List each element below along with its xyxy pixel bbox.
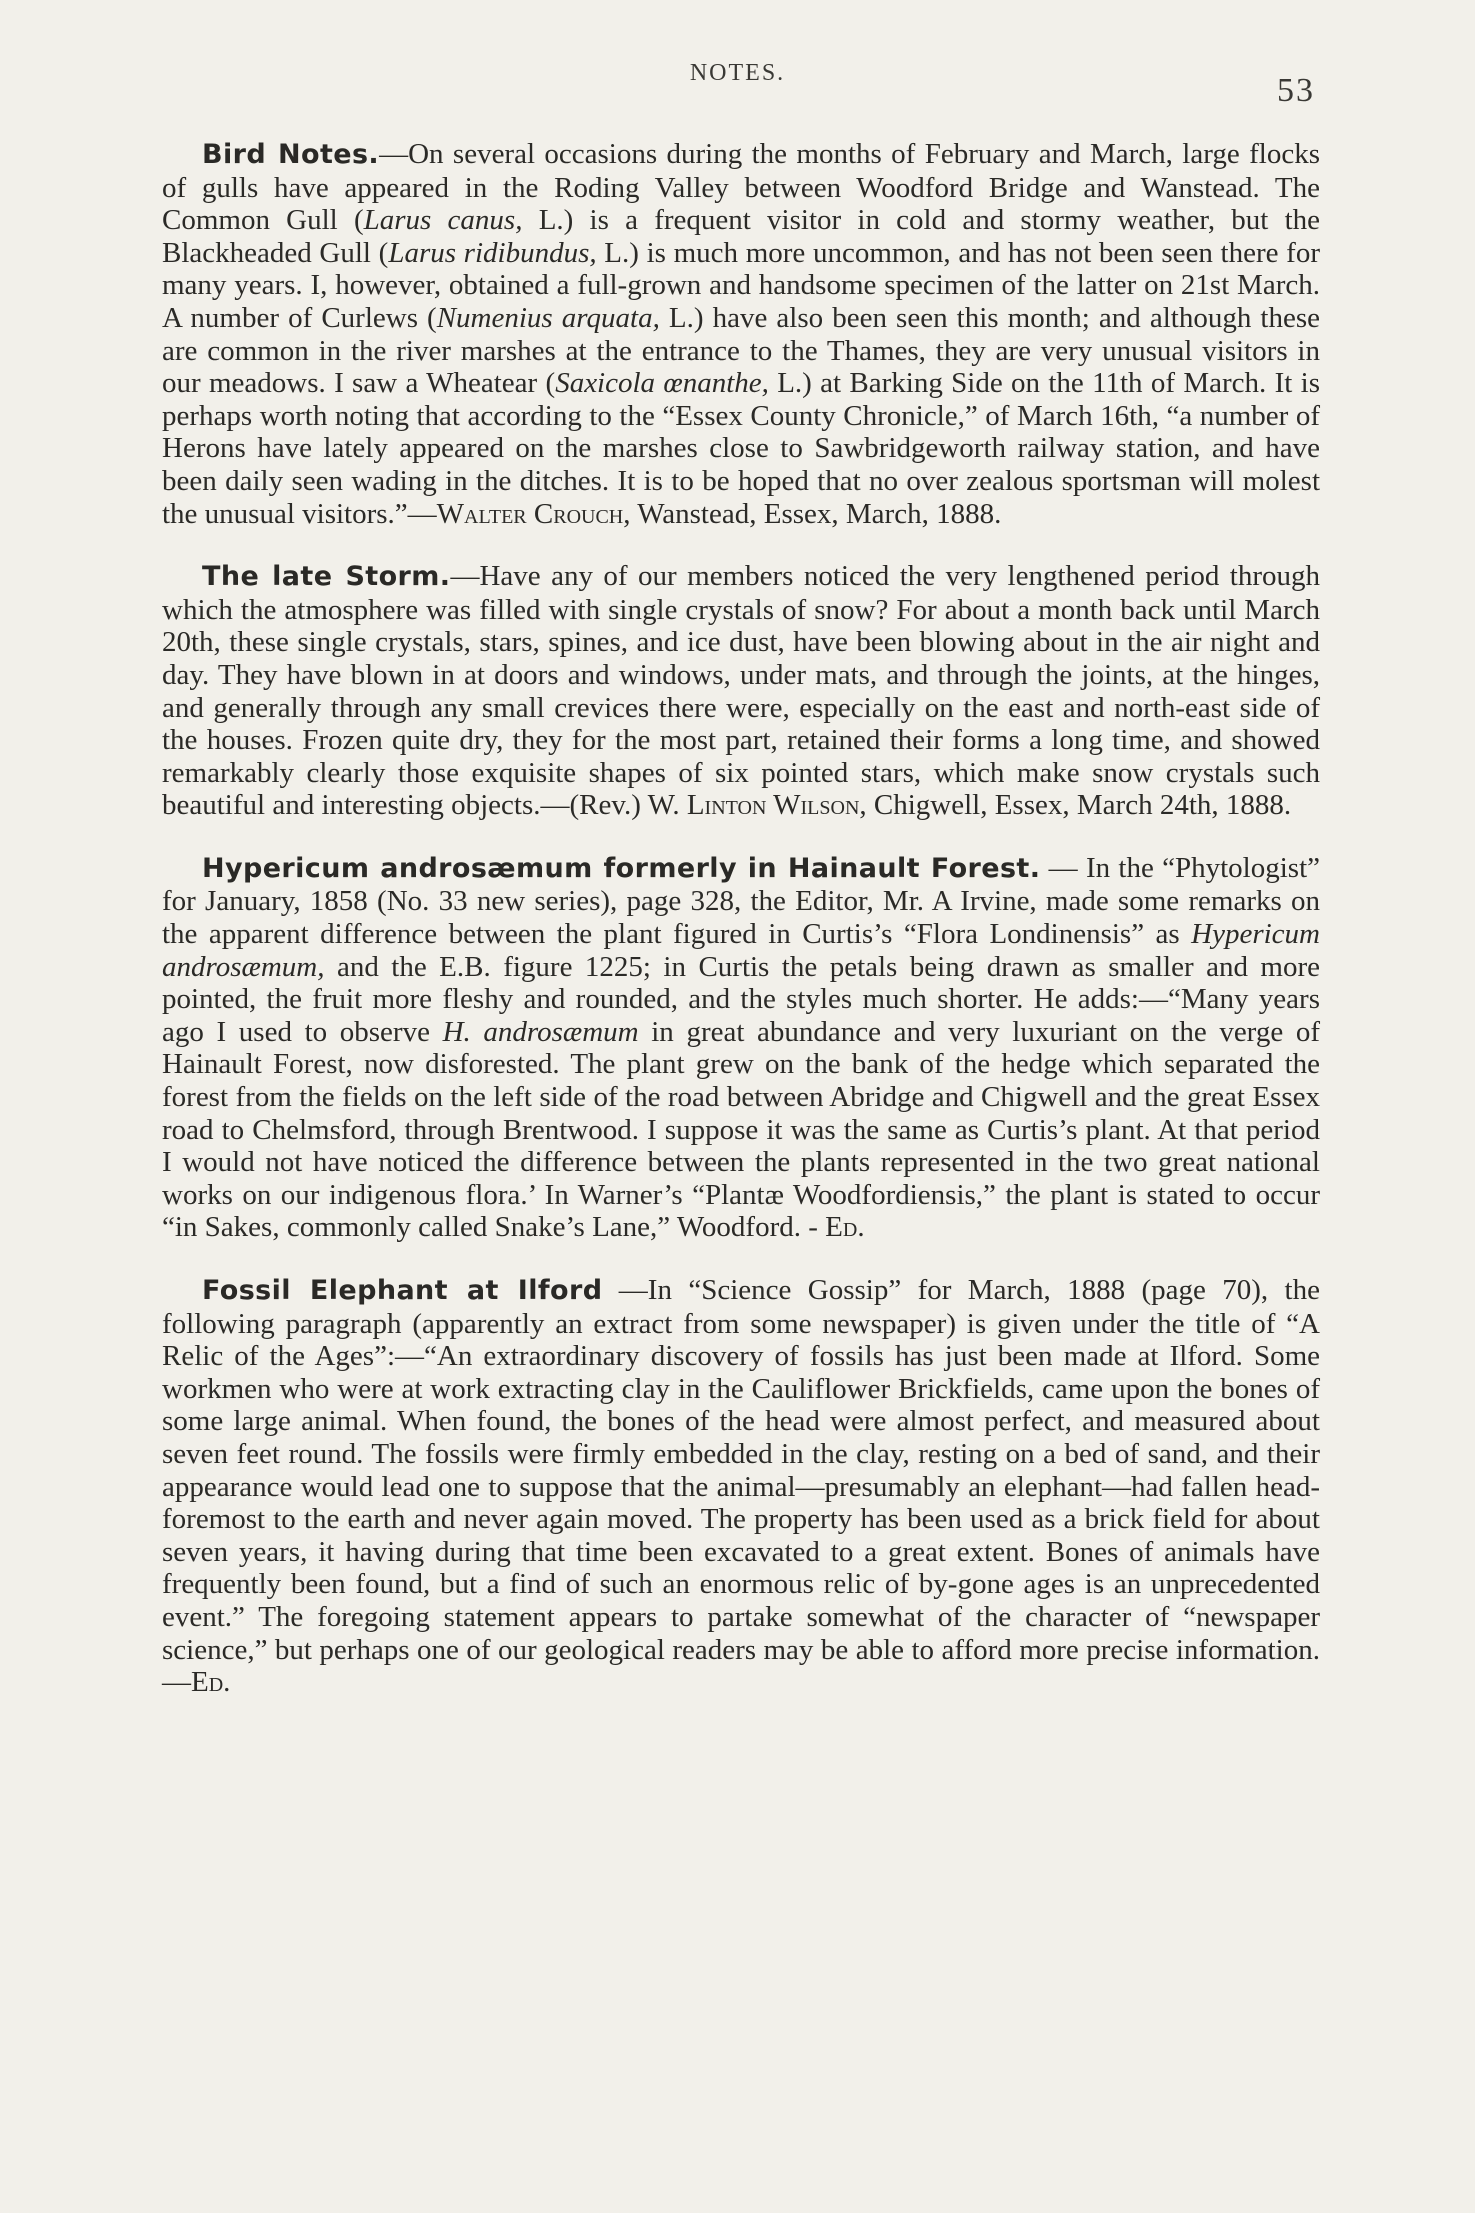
species-name: Larus ridibundus, <box>388 236 597 269</box>
note-title: Fossil Elephant at Ilford <box>202 1275 603 1306</box>
species-name: Saxicola œnanthe, <box>555 367 769 400</box>
body-text <box>162 138 1320 1729</box>
note-text: in great abundance and very luxuriant on the verge of Hainault Forest, now disforested. The plant grew on the bank of the hedge which separated the forest from the fields on the left side of the road between Abridge and Chigwell and the great Essex road to Chelmsford, through Brentwood. I suppose it was the same as Curtis’s plant. At that period I would not have noticed the difference between the plants represented in the two great national works on our indigenous flora.’ In Warner’s “Plantæ Woodfordiensis,” the plant is stated to occur “in Sakes, commonly called Snake’s Lane,” Woodford. - <box>162 1015 1320 1244</box>
running-head: NOTES. <box>689 60 786 86</box>
note-title: Hypericum androsæmum formerly in Hainault Forest. <box>202 852 1041 884</box>
note-text: —On several occasions during the months of February and March, large flocks of gulls have appeared in the Roding Valley between Woodford Bridge and Wanstead. The Common Gull ( <box>162 138 1320 237</box>
note-text: —In “Science Gossip” for March, 1888 (page 70), the following paragraph (apparently an extract from some newspaper) is given under the title of “A Relic of the Ages”:—“An extraordinary discovery of fossils has just been made at Ilford. Some workmen who were at work extracting clay in the Cauliflower Brickfields, came upon the bones of some large animal. When found, the bones of the head were almost perfect, and measured about seven feet round. The fossils were firmly embedded in the clay, resting on a bed of sand, and their appearance would lead one to suppose that the animal—presumably an elephant—had fallen head-foremost to the earth and never again moved. The property has been used as a brick field for about seven years, it having during that time been excavated to a great extent. Bones of animals have frequently been found, but a find of such an enormous relic of by-gone ages is an unprecedented event.” The foregoing statement appears to partake somewhat of the character of “newspaper science,” but perhaps one of our geological readers may be able to afford more precise information.— <box>162 1274 1320 1699</box>
note-title: The late Storm. <box>202 561 451 593</box>
note-text: and the E.B. figure 1225; in Curtis the petals being drawn as smaller and more pointed, the fruit more fleshy and rounded, and the styles much shorter. He adds:—“Many years ago I used to observe <box>162 950 1320 1048</box>
note-late-storm <box>162 560 1320 822</box>
editor-sign: Ed. <box>825 1211 865 1244</box>
species-name: Hypericum androsæmum, <box>162 918 1320 983</box>
species-name: H. androsæmum <box>442 1015 639 1048</box>
species-name: Larus canus, <box>363 204 523 237</box>
note-text: , Wanstead, Essex, March, 1888. <box>623 497 1002 530</box>
page-number: 53 <box>1277 72 1315 109</box>
note-text: , Chigwell, Essex, March 24th, 1888. <box>859 789 1292 822</box>
author-name: Linton Wilson <box>686 789 860 822</box>
note-text: L.) is a frequent visitor in cold and stormy weather, but the Blackheaded Gull ( <box>162 204 1321 269</box>
note-hypericum <box>162 852 1320 1244</box>
note-title: Bird Notes. <box>202 139 380 170</box>
author-name: Walter Crouch <box>436 497 624 530</box>
note-text: —Have any of our members noticed the very lengthened period through which the atmosphere was filled with single crystals of snow? For about a month back until March 20th, these single crystals, stars, spines, and ice dust, have been blowing about in the air night and day. They have blown in at doors and windows, under mats, and through the joints, at the hinges, and generally through any small crevices there were, especially on the east and north-east side of the houses. Frozen quite dry, they for the most part, retained their forms a long time, and showed remarkably clearly those exquisite shapes of six pointed stars, which make snow crystals such beautiful and interesting objects.—(Rev.) W. <box>162 560 1320 822</box>
species-name: Numenius arquata, <box>436 301 660 334</box>
note-text: L.) at Barking Side on the 11th of March. It is perhaps worth noting that according to the “Essex County Chronicle,” of March 16th, “a number of Herons have lately appeared on the marshes close to Sawbridgeworth railway station, and have been daily seen wading in the ditches. It is to be hoped that no over zealous sportsman will molest the unusual visitors.”— <box>162 367 1320 530</box>
note-text: L.) have also been seen this month; and although these are common in the river marshes at the entrance to the Thames, they are very unusual visitors in our meadows. I saw a Wheatear ( <box>162 301 1320 400</box>
note-text: L.) is much more uncommon, and has not been seen there for many years. I, however, obtained a full-grown and handsome specimen of the latter on 21st March. A number of Curlews ( <box>162 236 1320 334</box>
note-bird-notes <box>162 138 1320 530</box>
editor-sign: Ed. <box>191 1666 231 1699</box>
note-fossil-elephant <box>162 1274 1320 1699</box>
note-text: — In the “Phytologist” for January, 1858 (No. 33 new series), page 328, the Editor, Mr. A Irvine, made some remarks on the apparent difference between the plant figured in Curtis’s “Flora Londinensis” as <box>162 851 1320 951</box>
